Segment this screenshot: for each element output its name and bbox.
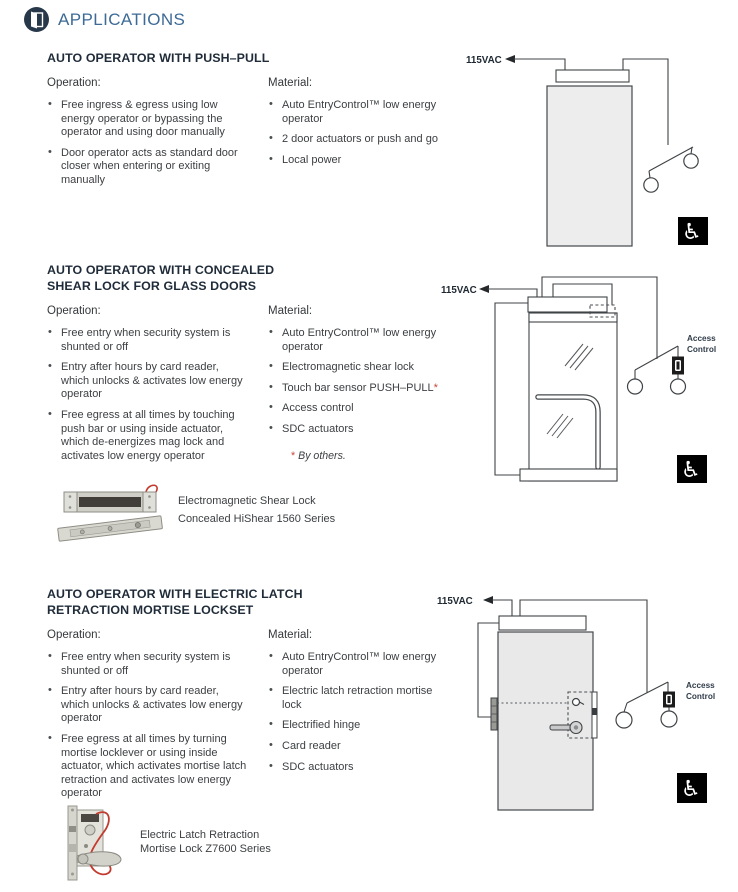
- list-item: • SDC actuators: [268, 761, 448, 775]
- list-item: • Free egress at all times by turning mortise locklever or using inside actuator, which activates mortise latch retraction and activates low energy operator: [47, 733, 249, 801]
- access-control-label: Access: [686, 681, 715, 690]
- mortise-lock-caption: Electric Latch Retraction Mortise Lock Z7600 Series: [140, 829, 271, 855]
- voltage-label: 115VAC: [441, 285, 477, 296]
- list-item: • Electromagnetic shear lock: [268, 361, 448, 375]
- list-item: • Touch bar sensor PUSH–PULL*: [268, 382, 448, 396]
- door-icon-glyph: [24, 7, 49, 32]
- section-title-line: AUTO OPERATOR WITH ELECTRIC LATCH: [47, 587, 303, 601]
- material-column: [268, 629, 448, 808]
- footnote-asterisk: *: [433, 381, 438, 394]
- operation-label: Operation:: [47, 629, 101, 641]
- operation-column: [47, 629, 268, 808]
- section-columns: [47, 305, 447, 470]
- svg-text:♿: ♿: [681, 777, 701, 802]
- frame-wire: [495, 303, 528, 475]
- list-item: • Door operator acts as standard door closer when entering or exiting manually: [47, 147, 249, 188]
- accessibility-icon: [677, 455, 707, 483]
- section-latch-retraction: [47, 586, 447, 808]
- list-item: • Auto EntryControl™ low energy operator: [268, 651, 448, 678]
- accessibility-icon: [677, 773, 707, 803]
- access-control-label: Access: [687, 334, 716, 343]
- section-title-line: AUTO OPERATOR WITH CONCEALED: [47, 263, 275, 277]
- access-control-label: Control: [686, 692, 716, 701]
- material-label: Material:: [268, 77, 313, 89]
- list-item: • Free entry when security system is shunted or off: [47, 327, 249, 354]
- list-item: • Local power: [268, 154, 448, 168]
- card-reader-icon: [673, 357, 684, 374]
- list-item: • Free entry when security system is shunted or off: [47, 651, 249, 678]
- material-label: Material:: [268, 629, 313, 641]
- door-shape: [547, 86, 632, 246]
- door-icon: [24, 7, 49, 32]
- power-wire: [514, 59, 565, 70]
- page-title: APPLICATIONS: [58, 9, 186, 29]
- shear-lock-caption: Electromagnetic Shear Lock Concealed HiShear 1560 Series: [178, 495, 336, 525]
- section-columns: [47, 77, 447, 195]
- door-top-rail: [529, 313, 617, 322]
- access-control-label: Control: [687, 345, 717, 354]
- mortise-lock-product-image: [46, 804, 138, 892]
- operation-label: Operation:: [47, 77, 101, 89]
- material-list: [268, 327, 448, 437]
- list-item: • Access control: [268, 402, 448, 416]
- material-list: [268, 99, 448, 167]
- operation-list: [47, 99, 268, 188]
- footnote: * By others.: [291, 449, 346, 462]
- list-item: • SDC actuators: [268, 423, 448, 437]
- electrified-hinge-shape: [491, 698, 497, 730]
- material-list: [268, 651, 448, 774]
- door-operator-shape: [556, 70, 629, 82]
- mortise-lockset-door-diagram: [435, 588, 735, 823]
- power-arrow-icon: [479, 285, 489, 293]
- push-pull-door-diagram: [435, 46, 735, 256]
- door-operator-shape: [528, 297, 607, 312]
- door-shape: [498, 632, 593, 810]
- section-shear-lock: [47, 262, 447, 470]
- list-item: • Electric latch retraction mortise lock: [268, 685, 448, 712]
- applications-header: [24, 7, 185, 32]
- list-item: • Electrified hinge: [268, 719, 448, 733]
- actuator-buttons: [644, 147, 698, 192]
- section-title-line: SHEAR LOCK FOR GLASS DOORS: [47, 279, 257, 293]
- operation-column: [47, 77, 268, 195]
- material-label: Material:: [268, 305, 313, 317]
- list-item: • Auto EntryControl™ low energy operator: [268, 327, 448, 354]
- power-arrow-icon: [505, 55, 515, 63]
- material-column: [268, 77, 448, 195]
- card-reader-icon: [664, 692, 675, 707]
- operation-label: Operation:: [47, 305, 101, 317]
- power-arrow-icon: [483, 596, 493, 604]
- section-columns: [47, 629, 447, 808]
- section-push-pull: [47, 50, 447, 195]
- list-item: • 2 door actuators or push and go: [268, 133, 448, 147]
- shear-lock-product-image: [50, 480, 172, 544]
- list-item: • Free ingress & egress using low energy operator or bypassing the operator and using door manually: [47, 99, 249, 140]
- list-item: • Free egress at all times by touching push bar or using inside actuator, which de-energizes mag lock and activates low energy operator: [47, 409, 249, 463]
- section-title: [47, 586, 447, 618]
- voltage-label: 115VAC: [437, 596, 473, 607]
- power-wire: [492, 600, 512, 616]
- list-item: • Entry after hours by card reader, which unlocks & activates low energy operator: [47, 685, 249, 726]
- footnote-asterisk: *: [291, 449, 296, 462]
- door-bottom-rail: [520, 469, 617, 481]
- section-title-line: RETRACTION MORTISE LOCKSET: [47, 603, 254, 617]
- list-item: • Card reader: [268, 740, 448, 754]
- voltage-label: 115VAC: [466, 55, 502, 66]
- svg-text:♿: ♿: [682, 220, 702, 245]
- power-wire: [488, 289, 537, 297]
- accessibility-icon: [678, 217, 708, 245]
- list-item: • Entry after hours by card reader, which unlocks & activates low energy operator: [47, 361, 249, 402]
- section-title: [47, 50, 447, 66]
- operation-list: [47, 327, 268, 463]
- door-operator-shape: [499, 616, 586, 630]
- section-title: [47, 262, 447, 294]
- operation-column: [47, 305, 268, 470]
- list-item: • Auto EntryControl™ low energy operator: [268, 99, 448, 126]
- operation-list: [47, 651, 268, 801]
- glass-door-diagram: [435, 262, 735, 490]
- section-title-line: AUTO OPERATOR WITH PUSH–PULL: [47, 51, 270, 65]
- material-column: [268, 305, 448, 470]
- svg-text:♿: ♿: [681, 458, 701, 483]
